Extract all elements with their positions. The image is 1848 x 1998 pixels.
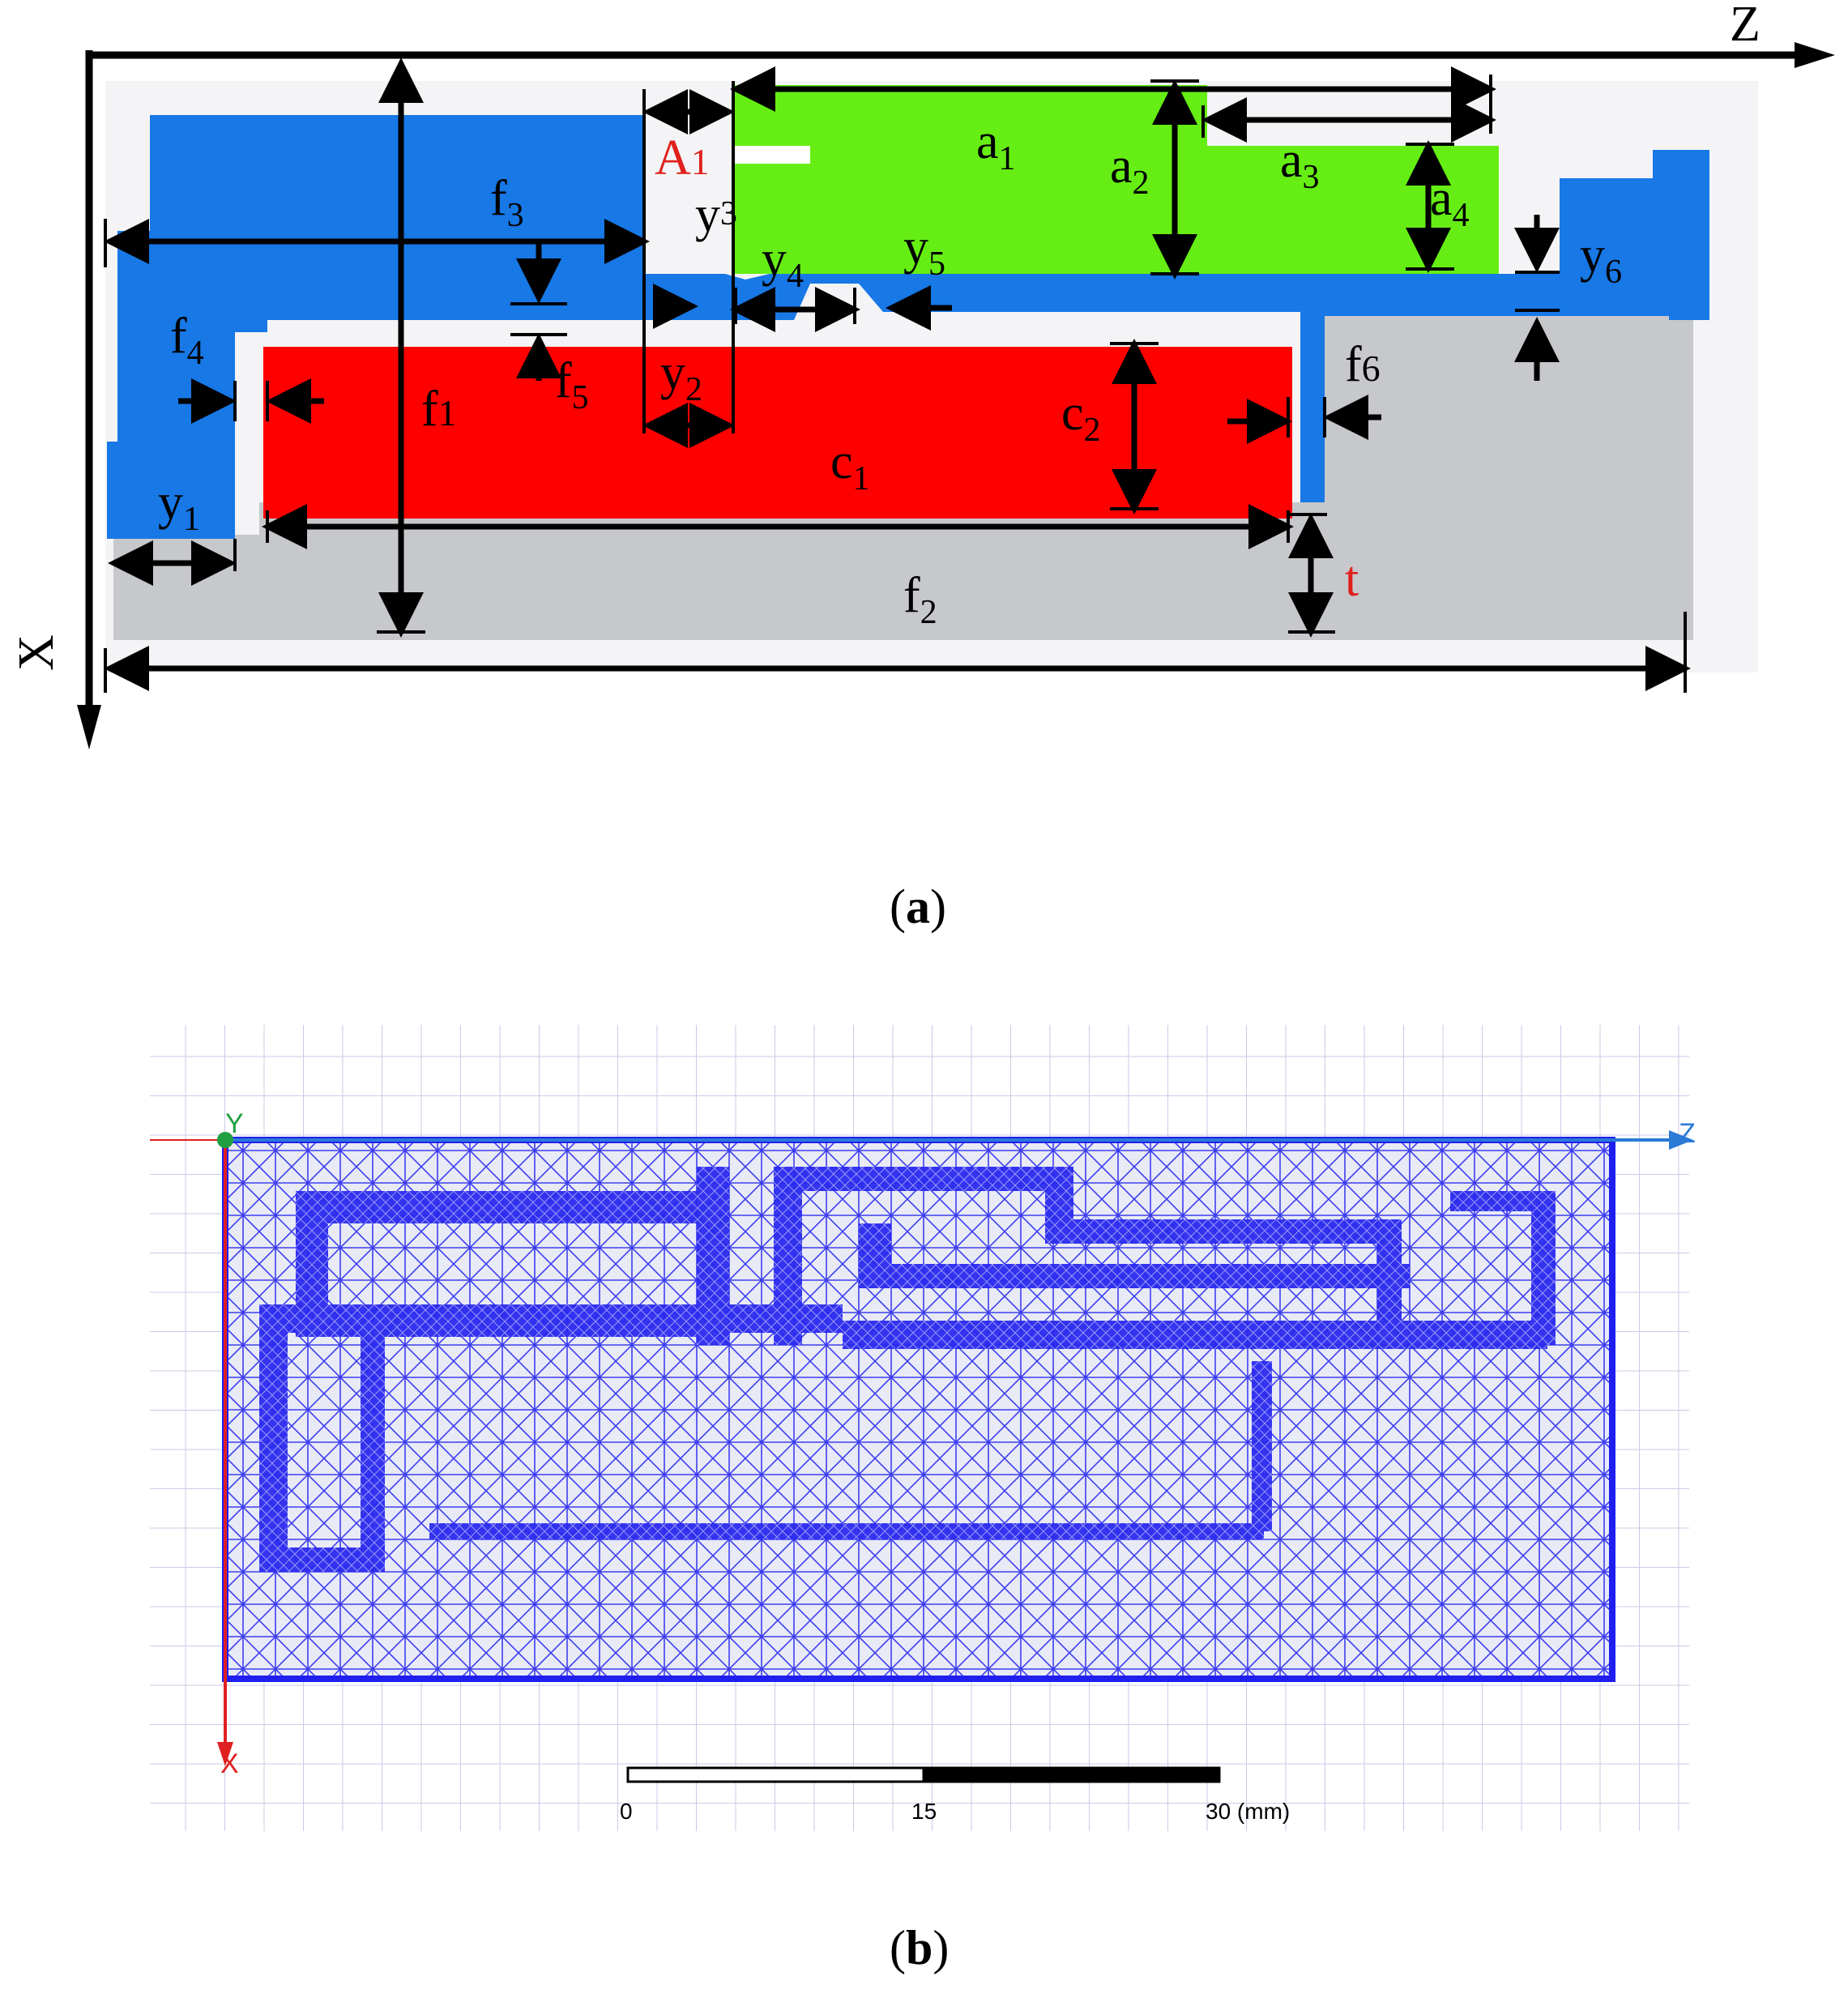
- label-y6: $y_6$: [1580, 228, 1622, 291]
- label-f2: $f_2$: [903, 568, 937, 631]
- label-c1: $c_1$: [830, 434, 870, 497]
- label-a4: $a_4$: [1430, 171, 1470, 234]
- axis-z-label: Z: [1730, 0, 1761, 52]
- mesh-axis-z-label: Z: [1679, 1118, 1696, 1149]
- label-a1: $a_1$: [976, 114, 1016, 177]
- x-axis-arrowhead: [77, 705, 101, 749]
- axis-x-label: X: [9, 634, 64, 671]
- panel-b: [150, 1025, 1696, 1831]
- label-y5: $y_5$: [903, 220, 945, 283]
- mesh-axis-y-label: Y: [225, 1108, 244, 1139]
- scale-tick-30: 30 (mm): [1206, 1799, 1291, 1824]
- caption-a: (a): [890, 880, 946, 933]
- label-f5: $f_5$: [555, 353, 589, 416]
- red-part: [263, 347, 1292, 519]
- label-f1: f1: [421, 382, 457, 437]
- panel-a: [9, 0, 1835, 749]
- label-y1: $y_1$: [158, 475, 200, 538]
- label-y4: $y_4$: [762, 232, 804, 295]
- label-c2: $c_2$: [1061, 386, 1101, 449]
- green-slot: [733, 146, 810, 164]
- label-y3: y3: [695, 187, 737, 242]
- label-a2: $a_2$: [1110, 139, 1150, 202]
- label-t: t: [1345, 552, 1359, 607]
- label-y2: $y_2$: [660, 345, 702, 408]
- label-f6: f6: [1345, 337, 1381, 392]
- blue-inner-gap: [150, 275, 644, 300]
- label-f4: $f_4$: [170, 309, 204, 372]
- label-A1: A1: [655, 130, 710, 186]
- caption-b: (b): [890, 1921, 950, 1975]
- scale-tick-15: 15: [911, 1799, 937, 1824]
- scale-tick-0: 0: [620, 1799, 633, 1824]
- label-f3: $f_3$: [490, 171, 524, 234]
- z-axis-arrowhead: [1795, 42, 1835, 68]
- mesh-axis-x-label: X: [220, 1748, 239, 1779]
- label-a3: $a_3$: [1280, 133, 1320, 196]
